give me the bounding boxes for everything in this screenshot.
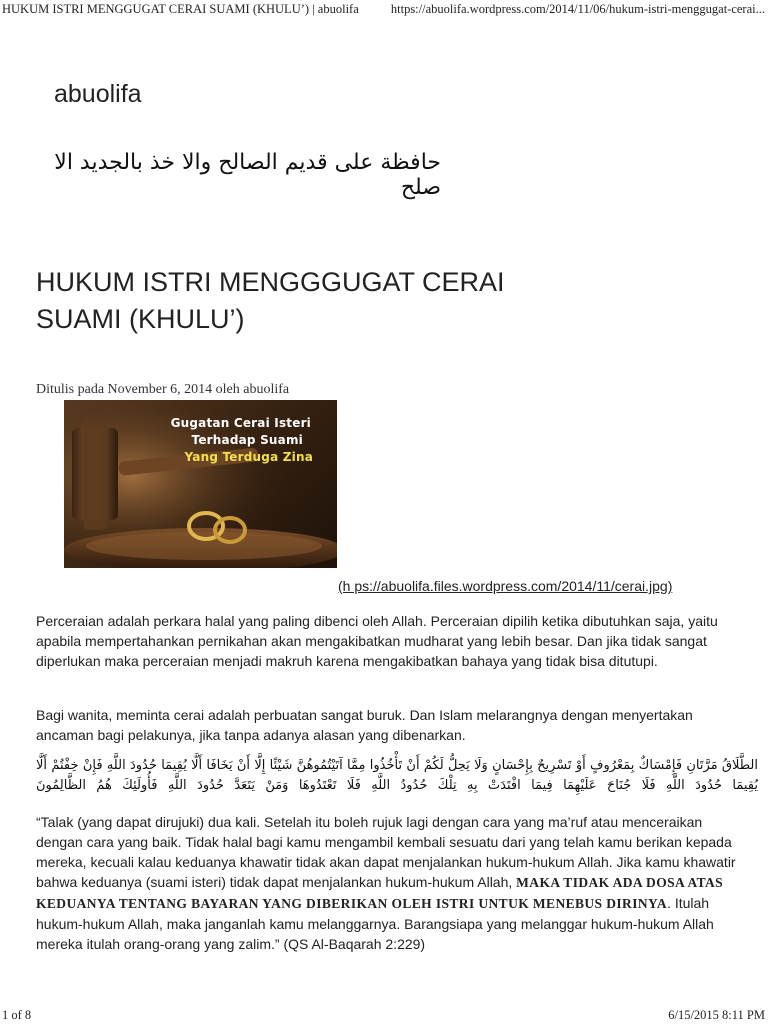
post-meta-prefix: Ditulis pada bbox=[36, 382, 105, 397]
post-meta bbox=[36, 382, 289, 398]
image-caption-line: Gugatan Cerai Isteri bbox=[170, 416, 311, 430]
site-title[interactable]: abuolifa bbox=[54, 80, 142, 108]
print-page-number: 1 of 8 bbox=[2, 1008, 32, 1022]
translation-text-end: . Itulah hukum-hukum Allah, maka janganlah kamu melanggarnya. Barangsiapa yang melanggar hukum-hukum Allah mereka itulah orang-orang yang zalim.” (QS Al-Baqarah 2:229) bbox=[36, 895, 714, 952]
post-meta-by: oleh bbox=[215, 382, 240, 397]
arabic-verse: الطَّلَاقُ مَرَّتَانِ فَإِمْسَاكٌ بِمَعْرُوفٍ أَوْ تَسْرِيحٌ بِإِحْسَانٍ وَلَا يَحِلُّ لَكُمْ أَنْ تَأْخُذُوا مِمَّا آتَيْتُمُوهُنَّ شَيْئًا إِلَّا أَنْ يَخَافَا أَلَّا يُقِيمَا حُدُودَ اللَّهِ فَإِنْ خِفْتُمْ أَلَّا يُقِيمَا حُدُودَ اللَّهِ فَلَا جُنَاحَ عَلَيْهِمَا فِيمَا افْتَدَتْ بِهِ تِلْكَ حُدُودُ اللَّهِ فَلَا تَعْتَدُوهَا وَمَنْ يَتَعَدَّ حُدُودَ اللَّهِ فَأُولَئِكَ هُمُ الظَّالِمُونَ bbox=[36, 758, 758, 793]
print-header bbox=[0, 0, 768, 20]
print-datetime: 6/15/2015 8:11 PM bbox=[668, 1008, 765, 1022]
site-tagline: حافظة على قديم الصالح والا خذ بالجديد الا صلح bbox=[54, 150, 441, 200]
translation-text: “Talak (yang dapat dirujuki) dua kali. Setelah itu boleh rujuk lagi dengan cara yang ma’ruf atau menceraikan dengan cara yang baik. Tidak halal bagi kamu mengambil kembali sesuatu dari yang telah kamu berikan kepada mereka, kecuali kalau keduanya khawatir tidak akan dapat menjalankan hukum-hukum Allah. Jika kamu khawatir bahwa keduanya (suami isteri) tidak dapat menjalankan hukum-hukum Allah, bbox=[36, 814, 736, 890]
post-author[interactable]: abuolifa bbox=[243, 382, 290, 397]
paragraph-warning: Bagi wanita, meminta cerai adalah perbuatan sangat buruk. Dan Islam melarangnya dengan menyertakan ancaman bagi pelakunya, jika tanpa adanya alasan yang dibenarkan. bbox=[36, 707, 693, 743]
post-title: HUKUM ISTRI MENGGGUGAT CERAI SUAMI (KHULU’) bbox=[36, 267, 505, 334]
paragraph-intro: Perceraian adalah perkara halal yang paling dibenci oleh Allah. Perceraian dipilih ketika dibutuhkan saja, yaitu apabila mempertahankan pernikahan akan mengakibatkan mudharat yang lebih besar. Dan jika tidak sangat diperlukan maka perceraian menjadi makruh karena mengakibatkan bahaya yang tidak bisa ditutupi. bbox=[36, 613, 718, 669]
print-footer bbox=[0, 1006, 768, 1024]
image-source-link[interactable]: (h ps://abuolifa.files.wordpress.com/2014/11/cerai.jpg) bbox=[338, 578, 673, 594]
image-caption-line: Terhadap Suami bbox=[191, 433, 303, 447]
translation-emphasis: MAKA TIDAK ADA DOSA ATAS KEDUANYA TENTANG BAYARAN YANG DIBERIKAN OLEH ISTRI UNTUK MENEBUS DIRINYA bbox=[36, 875, 724, 911]
post-date[interactable]: November 6, 2014 bbox=[107, 382, 213, 397]
print-header-url: https://abuolifa.wordpress.com/2014/11/06/hukum-istri-menggugat-cerai... bbox=[390, 2, 765, 16]
print-header-title: HUKUM ISTRI MENGGUGAT CERAI SUAMI (KHULU’) | abuolifa bbox=[2, 2, 359, 16]
paragraph-translation bbox=[36, 812, 736, 954]
featured-image[interactable] bbox=[64, 400, 337, 568]
image-caption-line: Yang Terduga Zina bbox=[184, 450, 313, 464]
